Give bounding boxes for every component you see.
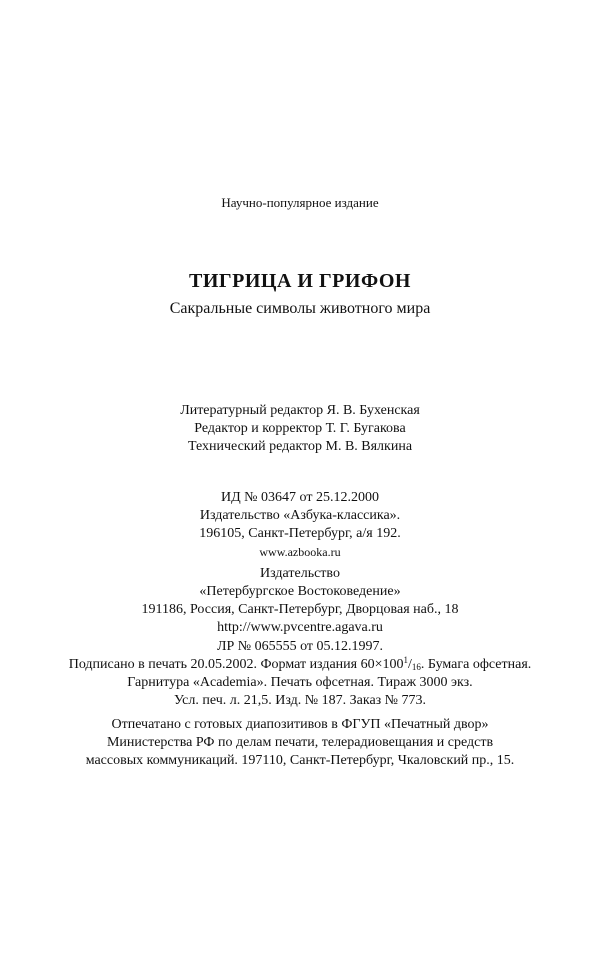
print-signed: Подписано в печать 20.05.2002. Формат издания $60\times 100^1/16$. Бумага офсетная. [68, 655, 532, 672]
publisher2-address: 191186, Россия, Санкт-Петербург, Дворцовая наб., 18 [141, 602, 459, 617]
format-denominator: 16 [411, 662, 421, 672]
book-subtitle: Сакральные символы животного мира [169, 300, 431, 317]
publisher2-url: http://www.pvcentre.agava.ru [217, 620, 383, 635]
format-numerator: 1 [403, 655, 408, 665]
print-signed-suffix: . Бумага офсетная. [420, 657, 532, 672]
print-signed-prefix: Подписано в печать 20.05.2002. Формат издания 60×100 [68, 657, 404, 672]
edition-genre: Научно-популярное издание [221, 195, 379, 210]
publisher1-url: www.azbooka.ru [259, 545, 341, 559]
publisher2-name: «Петербургское Востоковедение» [199, 584, 401, 599]
printer-line-1: Отпечатано с готовых диапозитивов в ФГУП «Печатный двор» [111, 717, 489, 732]
publisher1-address: 196105, Санкт-Петербург, а/я 192. [199, 526, 401, 541]
editor-literary: Литературный редактор Я. В. Бухенская [180, 403, 420, 418]
publisher2-label: Издательство [260, 566, 340, 581]
editor-proofreader: Редактор и корректор Т. Г. Бугакова [194, 421, 406, 436]
print-typeface: Гарнитура «Academia». Печать офсетная. Тираж 3000 экз. [127, 675, 473, 690]
printer-line-3: массовых коммуникаций. 197110, Санкт-Петербург, Чкаловский пр., 15. [85, 753, 515, 768]
print-license: ЛР № 065555 от 05.12.1997. [216, 639, 384, 654]
publisher1-name: Издательство «Азбука-классика». [199, 508, 401, 523]
book-title: ТИГРИЦА И ГРИФОН [189, 270, 411, 292]
print-sheets: Усл. печ. л. 21,5. Изд. № 187. Заказ № 773. [173, 693, 427, 708]
printer-line-2: Министерства РФ по делам печати, телерадиовещания и средств [106, 735, 494, 750]
publisher1-license: ИД № 03647 от 25.12.2000 [221, 490, 379, 505]
editor-technical: Технический редактор М. В. Вялкина [187, 439, 413, 454]
